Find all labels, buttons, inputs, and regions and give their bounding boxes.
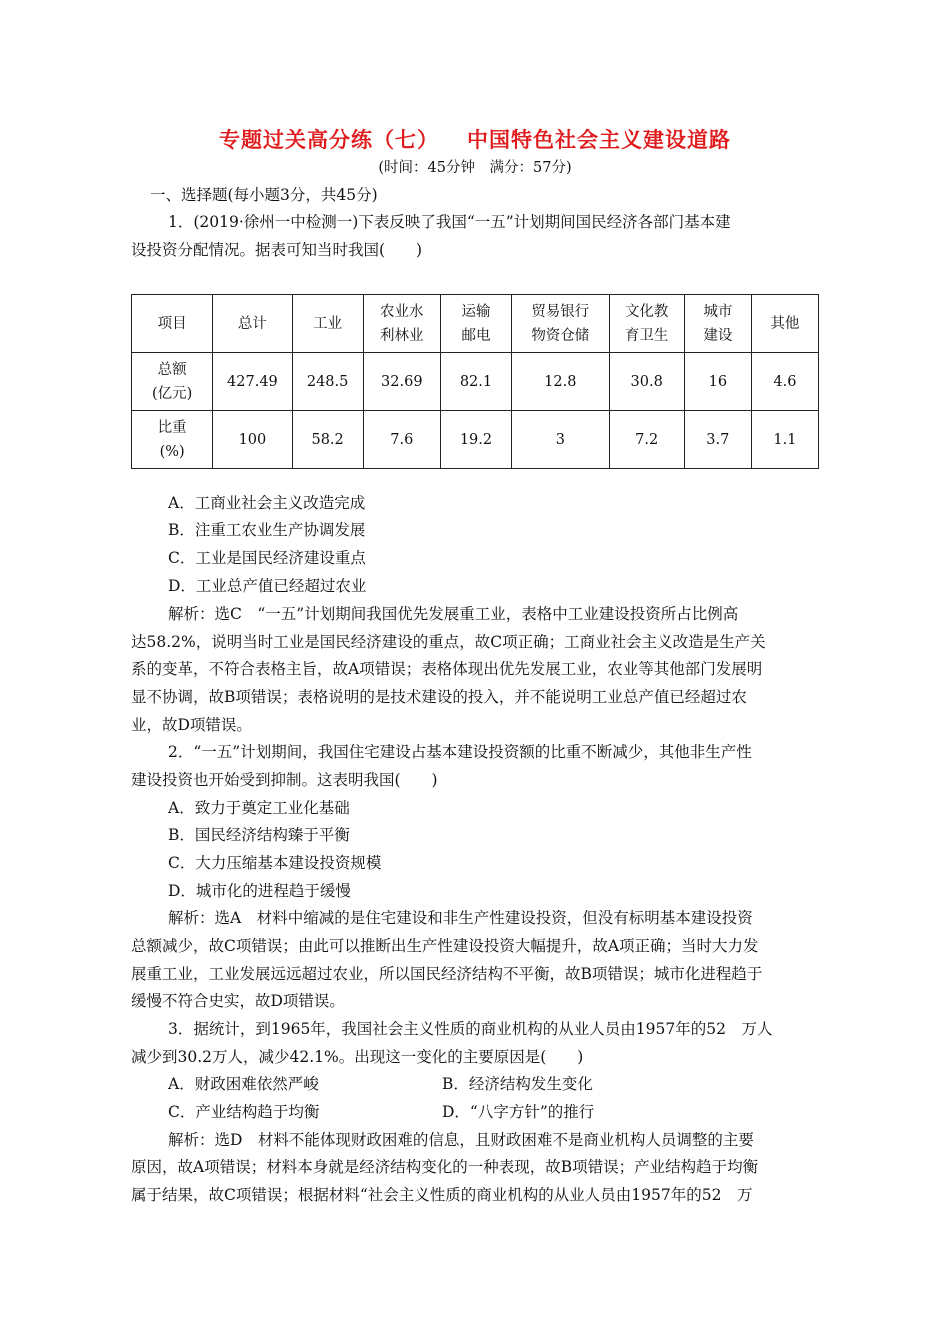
table-cell: 4.6 bbox=[751, 353, 818, 411]
header-cell: 城市 建设 bbox=[684, 295, 751, 353]
q3-analysis-line: 属于结果，故C项错误；根据材料“社会主义性质的商业机构的从业人员由1957年的52 万 bbox=[131, 1186, 753, 1204]
table-row bbox=[132, 411, 819, 469]
q2-stem-line: 2．“一五”计划期间，我国住宅建设占基本建设投资额的比重不断减少，其他非生产性 bbox=[168, 743, 752, 761]
table-header-row bbox=[132, 295, 819, 353]
page-title bbox=[0, 124, 950, 154]
q1-stem-line: 1．(2019·徐州一中检测一)下表反映了我国“一五”计划期间国民经济各部门基本建 bbox=[168, 213, 731, 231]
q2-option-b: B．国民经济结构臻于平衡 bbox=[168, 826, 350, 844]
q2-option-d: D．城市化的进程趋于缓慢 bbox=[168, 882, 351, 900]
table-cell: 32.69 bbox=[363, 353, 440, 411]
table-cell: 7.2 bbox=[609, 411, 684, 469]
q2-analysis-line: 总额减少，故C项错误；由此可以推断出生产性建设投资大幅提升，故A项正确；当时大力发 bbox=[131, 937, 759, 955]
q3-option-a: A．财政困难依然严峻 bbox=[168, 1075, 319, 1093]
table-cell: 19.2 bbox=[440, 411, 511, 469]
table-cell: 3.7 bbox=[684, 411, 751, 469]
table-cell: 1.1 bbox=[751, 411, 818, 469]
table-cell: 16 bbox=[684, 353, 751, 411]
table-cell: 100 bbox=[213, 411, 292, 469]
table-row bbox=[132, 353, 819, 411]
title-topic: 中国特色社会主义建设道路 bbox=[467, 128, 731, 152]
header-cell: 项目 bbox=[132, 295, 213, 353]
q1-stem-line: 设投资分配情况。据表可知当时我国( ) bbox=[131, 241, 423, 259]
table-cell: 58.2 bbox=[292, 411, 363, 469]
q1-option-c: C．工业是国民经济建设重点 bbox=[168, 549, 366, 567]
header-cell: 文化教 育卫生 bbox=[609, 295, 684, 353]
section-heading: 一、选择题(每小题3分，共45分) bbox=[150, 186, 378, 204]
header-cell: 贸易银行 物资仓储 bbox=[512, 295, 610, 353]
row-label-cell: 比重 (%) bbox=[132, 411, 213, 469]
q2-analysis-line: 解析：选A 材料中缩减的是住宅建设和非生产性建设投资，但没有标明基本建设投资 bbox=[168, 909, 753, 927]
header-cell: 农业水 利林业 bbox=[363, 295, 440, 353]
q1-analysis-line: 系的变革，不符合表格主旨，故A项错误；表格体现出优先发展工业，农业等其他部门发展明 bbox=[131, 660, 763, 678]
q3-option-d: D．“八字方针”的推行 bbox=[442, 1103, 595, 1121]
header-cell: 总计 bbox=[213, 295, 292, 353]
q1-analysis-line: 解析：选C “一五”计划期间我国优先发展重工业，表格中工业建设投资所占比例高 bbox=[168, 605, 739, 623]
header-cell: 运输 邮电 bbox=[440, 295, 511, 353]
q1-option-b: B．注重工农业生产协调发展 bbox=[168, 521, 366, 539]
q3-analysis-line: 原因，故A项错误；材料本身就是经济结构变化的一种表现，故B项错误；产业结构趋于均衡 bbox=[131, 1158, 759, 1176]
header-cell: 其他 bbox=[751, 295, 818, 353]
investment-table bbox=[131, 294, 819, 469]
header-cell: 工业 bbox=[292, 295, 363, 353]
table-cell: 248.5 bbox=[292, 353, 363, 411]
q3-option-b: B．经济结构发生变化 bbox=[442, 1075, 593, 1093]
q1-analysis-line: 显不协调，故B项错误；表格说明的是技术建设的投入，并不能说明工业总产值已经超过农 bbox=[131, 688, 747, 706]
q2-analysis-line: 缓慢不符合史实，故D项错误。 bbox=[131, 992, 345, 1010]
table-cell: 3 bbox=[512, 411, 610, 469]
q1-analysis-line: 达58.2%，说明当时工业是国民经济建设的重点，故C项正确；工商业社会主义改造是生产关 bbox=[131, 633, 766, 651]
title-main: 专题过关高分练（七） bbox=[219, 128, 439, 152]
q2-option-c: C．大力压缩基本建设投资规模 bbox=[168, 854, 382, 872]
q2-stem-line: 建设投资也开始受到抑制。这表明我国( ) bbox=[131, 771, 438, 789]
row-label-cell: 总额 (亿元) bbox=[132, 353, 213, 411]
q2-option-a: A．致力于奠定工业化基础 bbox=[168, 799, 350, 817]
table-cell: 82.1 bbox=[440, 353, 511, 411]
q1-option-d: D．工业总产值已经超过农业 bbox=[168, 577, 367, 595]
table-cell: 12.8 bbox=[512, 353, 610, 411]
table-cell: 30.8 bbox=[609, 353, 684, 411]
q2-analysis-line: 展重工业，工业发展远远超过农业，所以国民经济结构不平衡，故B项错误；城市化进程趋于 bbox=[131, 965, 763, 983]
q3-analysis-line: 解析：选D 材料不能体现财政困难的信息，且财政困难不是商业机构人员调整的主要 bbox=[168, 1131, 754, 1149]
q3-stem-line: 3．据统计，到1965年，我国社会主义性质的商业机构的从业人员由1957年的52 万人 bbox=[168, 1020, 773, 1038]
q1-analysis-line: 业，故D项错误。 bbox=[131, 716, 252, 734]
q3-stem-line: 减少到30.2万人，减少42.1%。出现这一变化的主要原因是( ) bbox=[131, 1048, 584, 1066]
table-cell: 7.6 bbox=[363, 411, 440, 469]
q1-option-a: A．工商业社会主义改造完成 bbox=[168, 494, 366, 512]
q3-option-c: C．产业结构趋于均衡 bbox=[168, 1103, 320, 1121]
exam-time-info: (时间：45分钟 满分：57分) bbox=[378, 160, 572, 176]
table-cell: 427.49 bbox=[213, 353, 292, 411]
